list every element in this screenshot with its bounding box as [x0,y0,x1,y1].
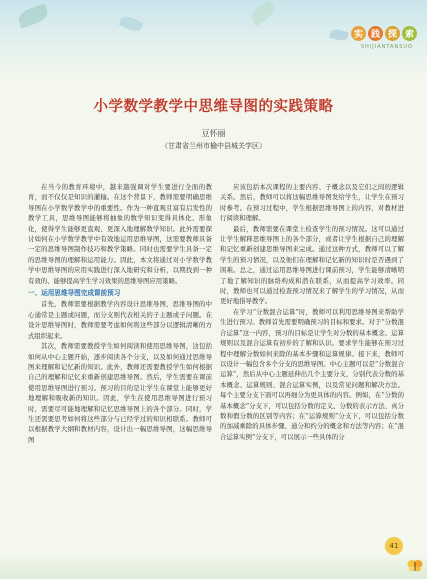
body-paragraph: 首先，教师需要根据教学内容设计思维导图，思维导图的中心通常是主题或问题，而分支则代表相关的子主题或子问题。在设计思维导图时，教师需要考虑如何将这些部分以逻辑清晰的方式组织起来。 [28,300,212,340]
section-heading: 一、运用思维导图完成课前预习 [28,289,121,298]
body-paragraph: 应该包括本次课程的主要内容、子概念以及它们之间的逻辑关系。然后，教师可以将这幅思维导图发给学生，让学生在预习时参考。在预习过程中，学生根据思维导图上的内容，对教材进行阅读和理解。 [220,183,404,223]
article-author: 豆怀丽 [201,129,226,138]
badge-char: 践 [368,26,383,41]
body-paragraph: 在学习“分数混合运算”时，教师可以利用思维导图来帮助学生进行预习。教师首先需要明确预习的目标和要求。对于“分数混合运算”这一内容，预习的目标是让学生对分数的基本概念、运算规则以及混合运算有初步的了解和认识。要求学生能够在预习过程中理解分数如何来除的基本步骤和运算规律。接下来，教师可以设计一幅包含多个分支的思维导图。中心主题可以是“分数混合运算”，然后从中心主题延伸出几个主要分支，分别代表分数的基本概念、运算规则、混合运算实例，以及常见问题和解决方法。每个主要分支下面可以再细分为更具体的内容。例如，在“分数的基本概念”分支下，可以包括分数的定义、分数的表示方法、真分数和假分数的区别等内容；在“运算规则”分支下，可以包括分数的加减乘除的具体步骤、通分和约分的概念和方法等内容；在“混合运算实例”分支下，可以展示一些具体的分 [220,307,404,441]
badge-char: 索 [402,26,417,41]
article-title: 小学数学教学中思维导图的实践策略 [93,99,334,115]
badge-char: 实 [351,26,366,41]
article-affiliation: （甘肃省兰州市榆中县城关学区） [161,142,266,150]
left-text-column [28,182,212,445]
body-paragraph: 在当今的教育环境中，越来越强调对学生要进行全面的教育，而不仅仅是知识的灌输。在这个背景下，教师需要明确思维导图在小学数学教学中的重要性。作为一种直观且富有启发性的教学工具，思维导图能够将抽象的数学知识变得具体化、形象化，使得学生能够更直观、更深入地理解数学知识。此外需要探讨如何在小学数学教学中有效地运用思维导图，这需要教师具备一定的思维导图制作技巧和教学策略。同时也需要学生具备一定的思维导图的理解和运用能力。因此，本文将通过对小学数学教学中思维导图的应用实践进行深入地研究和分析，以期找到一种有效的、能够提高学生学习效果的思维导图应用策略。 [28,183,212,285]
badge-subtitle: SHIJIANTANSUO [360,44,413,50]
page-number: 41 [385,537,403,555]
right-text-column [220,182,404,442]
section-badge [351,26,417,41]
butterfly-icon [407,559,423,573]
body-paragraph: 最后，教师需要在课堂上检查学生的预习情况。这可以通过让学生解释思维导图上的各个部分，或者让学生根据自己的理解和记忆重新创建思维导图来完成。通过这种方式，教师可以了解学生的预习情况，以及他们在理解和记忆新的知识时是否遇到了困难。总之，通过运用思维导图进行课前预习，学生能够清晰明了地了解知识的脉络构成和潜在联系，从而提高学习效率。同时，教师也可以通过检查预习情况来了解学生的学习情况，从而更好地指导教学。 [220,224,404,306]
badge-char: 探 [385,26,400,41]
footer-decoration-band [0,555,427,579]
body-paragraph: 其次，教师需要教授学生如何阅读和使用思维导图，这包括如何从中心主题开始，逐步阅读各个分支，以及如何通过思维导图来理解和记忆新的知识。此外，教师还需要教授学生如何根据自己的理解和记忆来重新创建思维导图。然后，学生需要在课前使用思维导图进行预习。预习的目的是让学生在课堂上能够更好地理解和吸收新的知识。因此，学生在使用思维导图进行预习时，需要尽可能地理解和记忆思维导图上的各个部分。同时，学生还需要思考如何将这些部分与已经学过的知识相联系。教师可以根据教学大纲和教材内容，设计出一幅思维导图，这幅思维导图 [28,342,212,444]
